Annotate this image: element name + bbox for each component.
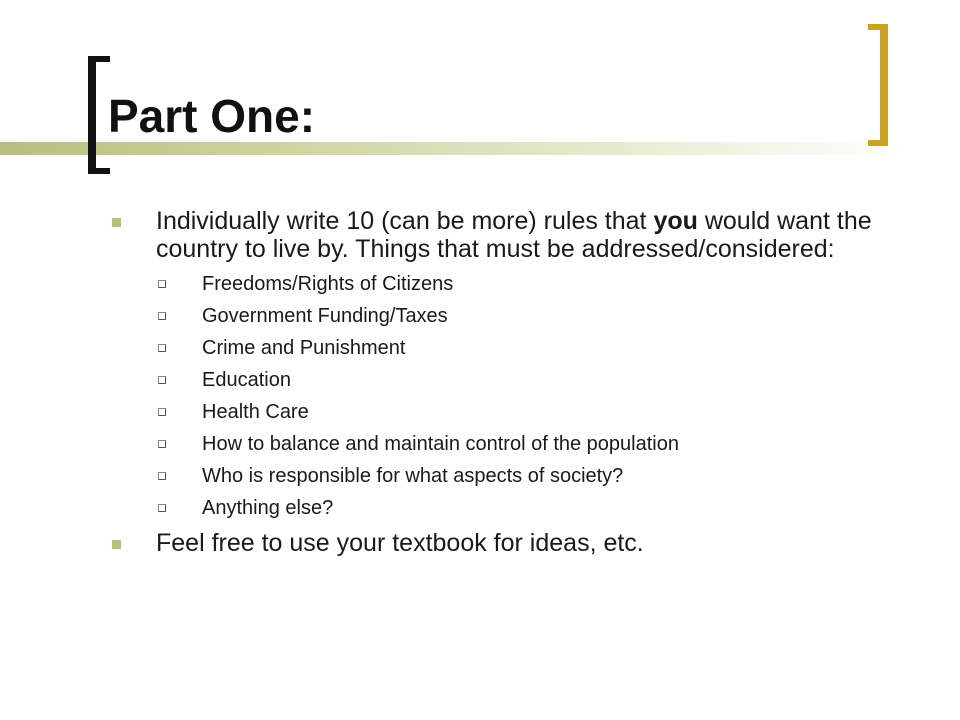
bold-emphasis: you <box>653 207 698 235</box>
square-bullet-icon <box>112 540 121 549</box>
sub-item: Crime and Punishment <box>156 337 892 359</box>
hollow-square-bullet-icon <box>158 440 166 448</box>
sub-item: Government Funding/Taxes <box>156 305 892 327</box>
hollow-square-bullet-icon <box>158 504 166 512</box>
sub-item: Education <box>156 369 892 391</box>
hollow-square-bullet-icon <box>158 312 166 320</box>
sub-item: Health Care <box>156 401 892 423</box>
bullet-text: Feel free to use your textbook for ideas, etc. <box>156 529 644 557</box>
hollow-square-bullet-icon <box>158 408 166 416</box>
bullet-text: Individually write 10 (can be more) rules that you would want the country to live by. Things that must be addressed/considered: <box>156 207 872 263</box>
bullet-list <box>112 207 892 557</box>
sub-item: Freedoms/Rights of Citizens <box>156 273 892 295</box>
sub-item: How to balance and maintain control of the population <box>156 433 892 455</box>
right-bracket-decoration <box>868 24 888 146</box>
bullet-item-rules <box>112 207 892 519</box>
hollow-square-bullet-icon <box>158 376 166 384</box>
hollow-square-bullet-icon <box>158 472 166 480</box>
bullet-item-textbook <box>112 529 892 557</box>
slide-title: Part One: <box>108 90 316 142</box>
sub-bullet-list <box>156 273 892 519</box>
square-bullet-icon <box>112 218 121 227</box>
sub-item: Who is responsible for what aspects of society? <box>156 465 892 487</box>
left-bracket-decoration <box>88 56 110 174</box>
hollow-square-bullet-icon <box>158 280 166 288</box>
sub-item: Anything else? <box>156 497 892 519</box>
hollow-square-bullet-icon <box>158 344 166 352</box>
